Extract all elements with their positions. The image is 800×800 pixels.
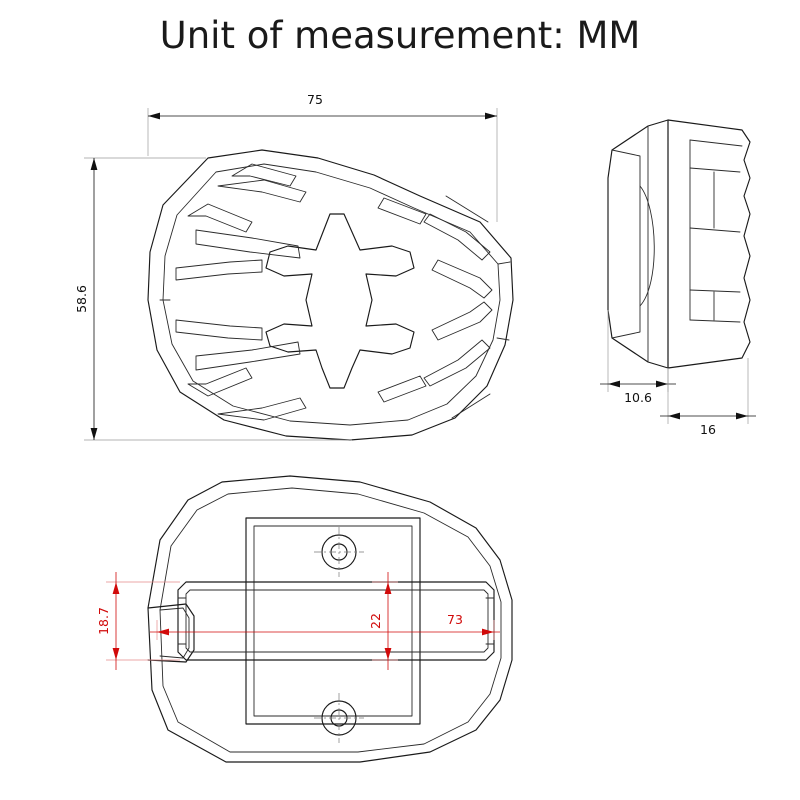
dimension-height-22	[368, 572, 398, 670]
dimension-depth-10-6	[600, 310, 676, 405]
dimension-width-75	[148, 92, 497, 222]
side-view	[608, 120, 750, 368]
dimension-label-75: 75	[307, 92, 323, 107]
dimension-label-18-7: 18.7	[96, 607, 111, 635]
dimension-height-18-7	[96, 572, 180, 670]
front-view	[148, 150, 513, 440]
page-title: Unit of measurement: MM	[159, 14, 641, 57]
dimension-label-58-6: 58.6	[74, 285, 89, 313]
dimension-width-73	[150, 612, 500, 640]
dimension-label-73: 73	[447, 612, 463, 627]
dimension-height-58-6	[74, 158, 352, 440]
dimension-label-16: 16	[700, 422, 716, 437]
dimension-depth-16	[660, 358, 756, 437]
dimension-label-22: 22	[368, 613, 383, 629]
dimension-label-10-6: 10.6	[624, 390, 652, 405]
